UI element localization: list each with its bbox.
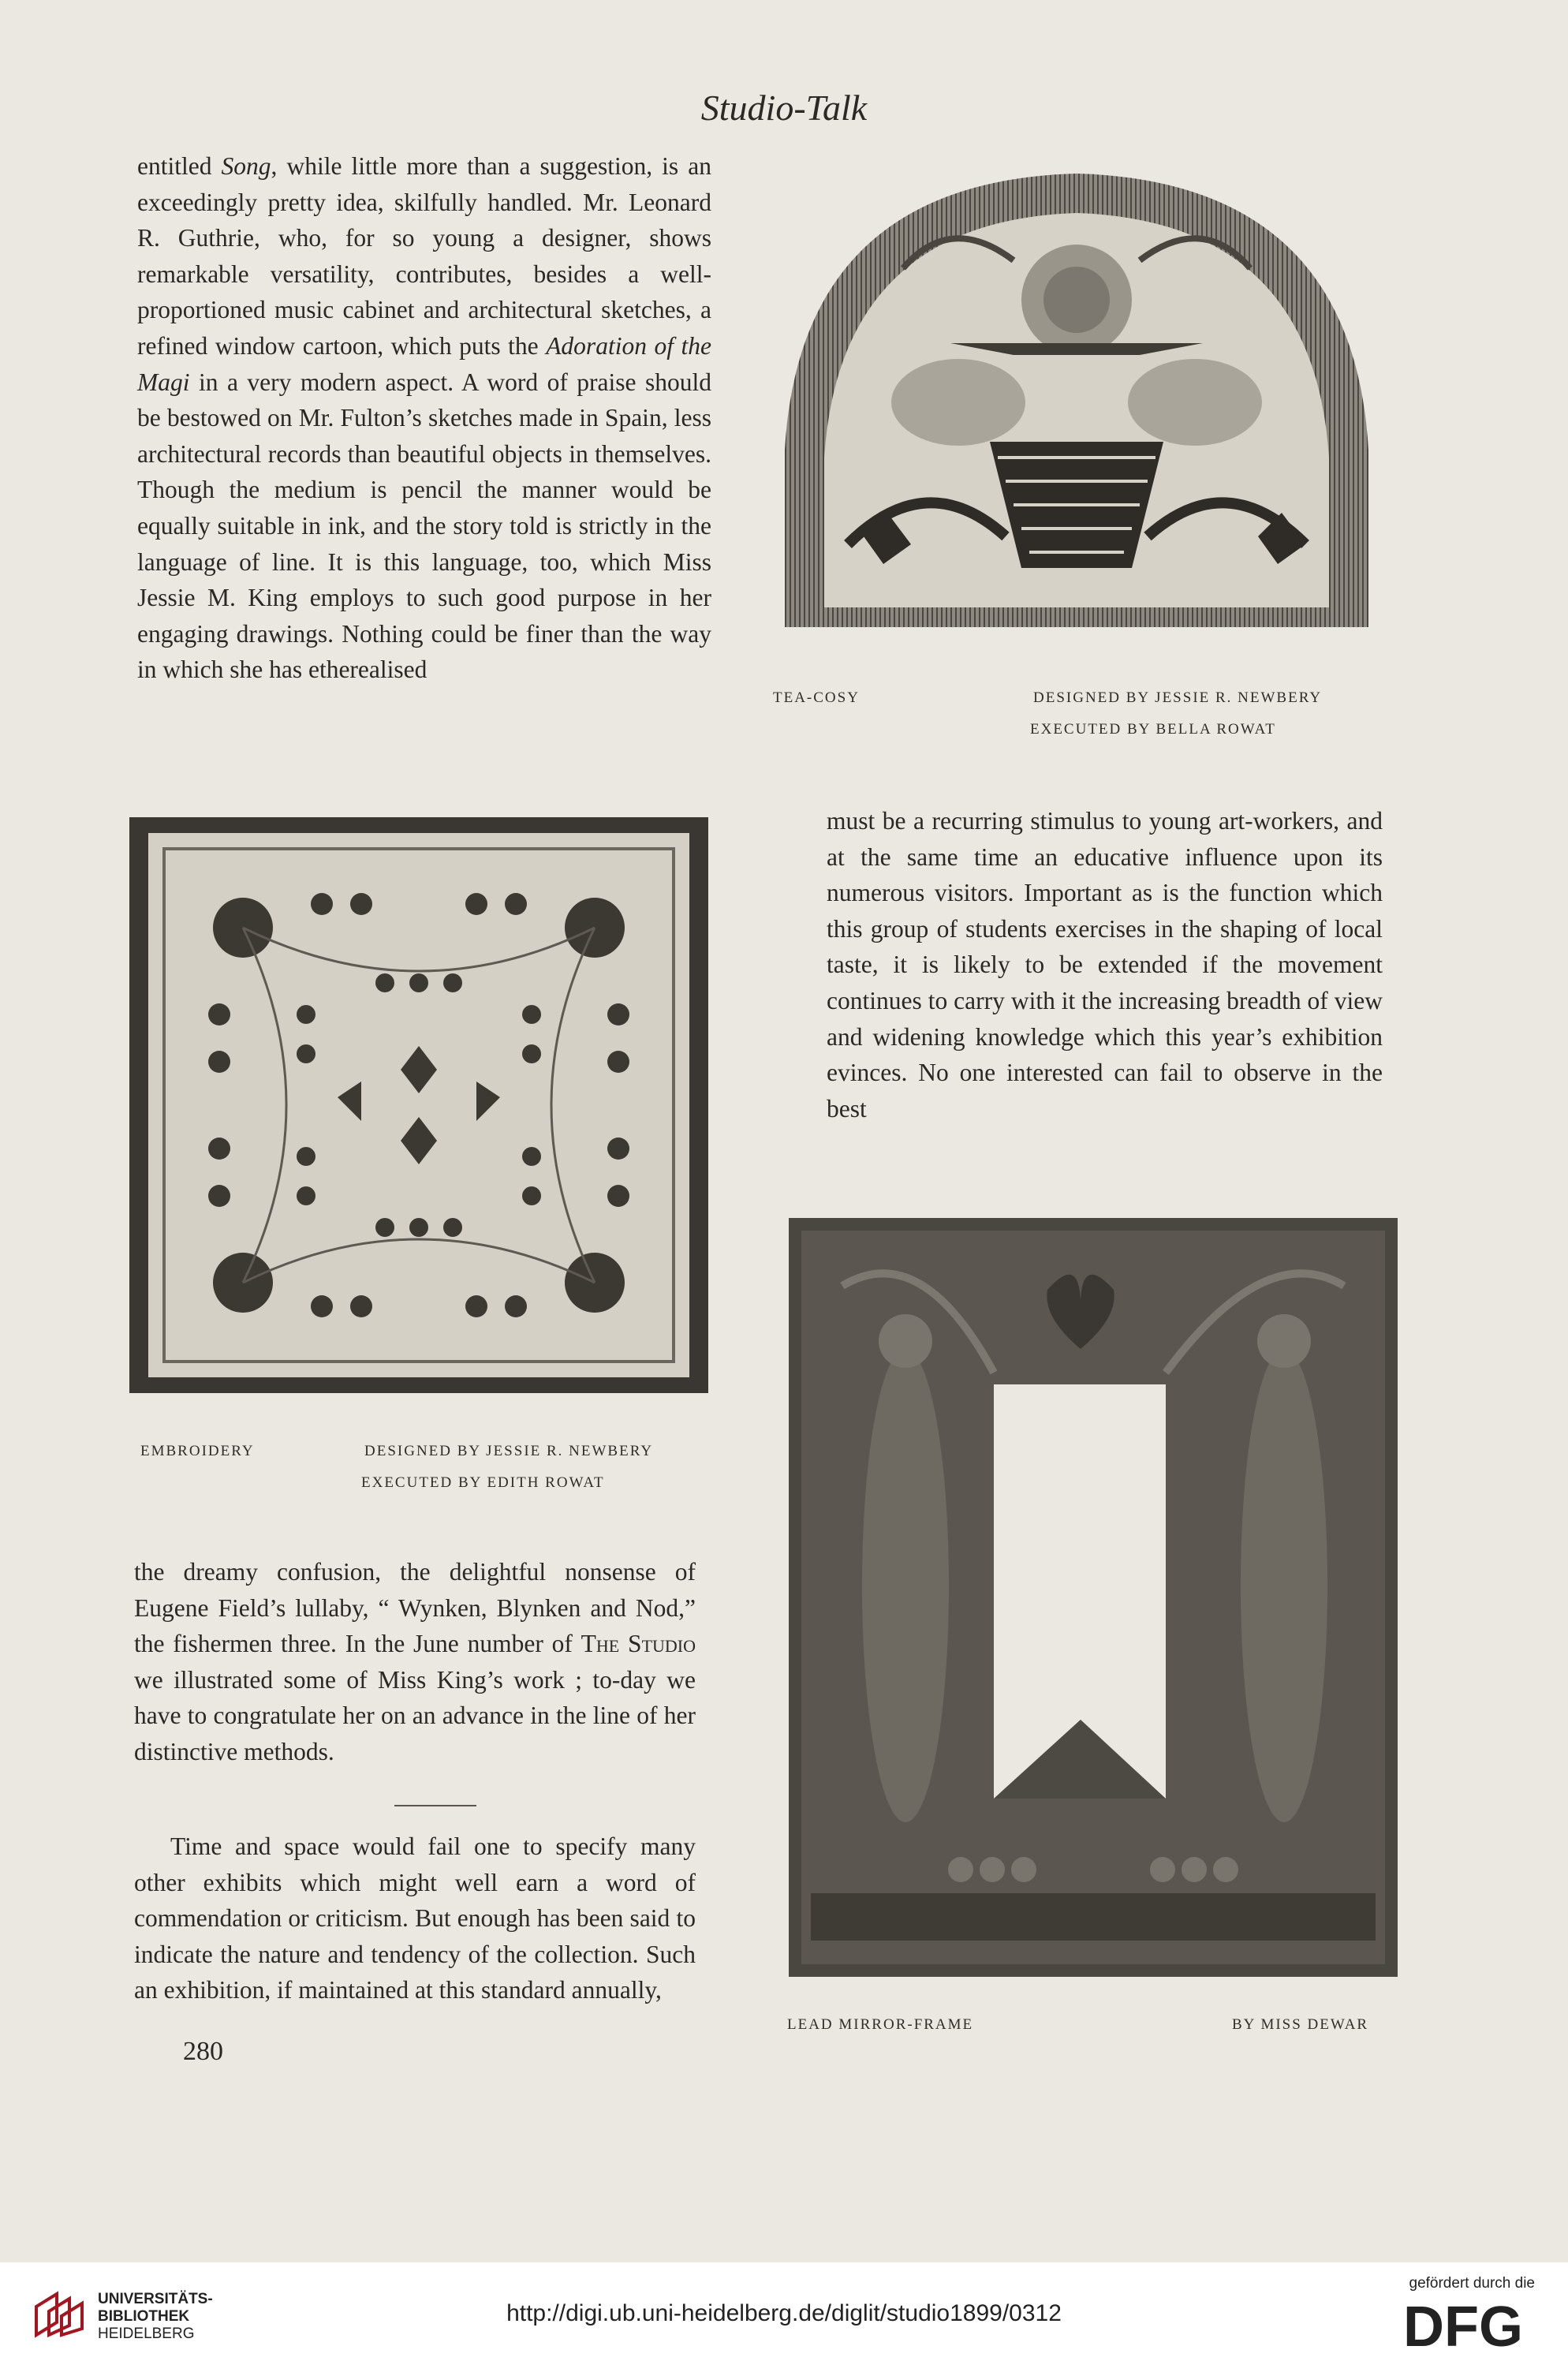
page-number: 280 bbox=[183, 2037, 223, 2066]
library-name-line: BIBLIOTHEK bbox=[98, 2308, 190, 2325]
mirror-frame-caption-maker: BY MISS DEWAR bbox=[1232, 2016, 1369, 2033]
embroidery-caption-designer: DESIGNED BY JESSIE R. NEWBERY bbox=[364, 1443, 654, 1459]
paragraph: must be a recurring stimulus to young art-workers, and at the same time an educative influence upon its numerous visitors. Important as is the function which this group of students exercises in the shaping of local taste, it is likely to be extended if the movement continues to carry with it the increasing breadth of view and widening knowledge which this year’s exhibition evinces. No one interested can fail to observe in the best bbox=[827, 807, 1383, 1123]
footer-bar bbox=[0, 2262, 1568, 2361]
dfg-logo-icon bbox=[1388, 2297, 1538, 2352]
paragraph: entitled Song, while little more than a suggestion, is an exceedingly pretty idea, skilfully handled. Mr. Leonard R. Guthrie, who, for so young a designer, shows remarkable versatility, contributes, besides a well-proportioned music cabinet and architectural sketches, a refined window cartoon, which puts the Adoration of the Magi in a very modern aspect. A word of praise should be bestowed on Mr. Fulton’s sketches made in Spain, less architectural records than beautiful objects in themselves. Though the medium is pencil the manner would be equally suitable in ink, and the story told is strictly in the language of line. It is this language, too, which Miss Jessie M. King employs to such good purpose in her engaging drawings. Nothing could be finer than the way in which she has etherealised bbox=[137, 152, 711, 684]
paragraph: the dreamy confusion, the delightful nonsense of Eugene Field’s lullaby, “ Wynken, Blynken and Nod,” the fishermen three. In the June number of The Studio we illustrated some of Miss King’s work ; to-day we have to congratulate her on an advance in the line of her distinctive methods. bbox=[134, 1558, 696, 1765]
embroidery-illustration bbox=[125, 809, 713, 1401]
dfg-logo-text: DFG bbox=[1403, 2297, 1523, 2352]
tea-cosy-caption-executor: EXECUTED BY BELLA ROWAT bbox=[1030, 721, 1276, 738]
lead-mirror-frame-image bbox=[787, 1215, 1399, 1980]
tea-cosy-image bbox=[769, 166, 1384, 647]
mirror-frame-caption-title: LEAD MIRROR-FRAME bbox=[787, 2016, 974, 2033]
embroidery-caption-executor: EXECUTED BY EDITH ROWAT bbox=[361, 1474, 605, 1491]
library-name-line: HEIDELBERG bbox=[98, 2326, 195, 2342]
embroidery-caption-title: EMBROIDERY bbox=[140, 1443, 255, 1459]
section-divider bbox=[394, 1805, 476, 1806]
tea-cosy-illustration bbox=[769, 166, 1384, 647]
funding-note: gefördert durch die bbox=[1409, 2275, 1535, 2292]
right-column-text bbox=[827, 803, 1383, 1126]
tea-cosy-caption-designer: DESIGNED BY JESSIE R. NEWBERY bbox=[1033, 689, 1323, 706]
embroidery-image bbox=[125, 809, 713, 1401]
mirror-frame-illustration bbox=[787, 1215, 1399, 1980]
left-column-lower-text bbox=[134, 1554, 696, 1770]
running-head: Studio-Talk bbox=[700, 88, 868, 128]
library-name-line: UNIVERSITÄTS- bbox=[98, 2291, 213, 2307]
left-column-closing-text bbox=[134, 1829, 696, 2008]
left-column-upper-text bbox=[137, 148, 711, 688]
paragraph: Time and space would fail one to specify many other exhibits which might well earn a word of commendation or criticism. But enough has been said to indicate the nature and tendency of the collection. Such an exhibition, if maintained at this standard annually, bbox=[134, 1832, 696, 2004]
tea-cosy-caption-title: TEA-COSY bbox=[773, 689, 860, 706]
source-url-link[interactable]: http://digi.ub.uni-heidelberg.de/diglit/studio1899/0312 bbox=[506, 2300, 1062, 2326]
